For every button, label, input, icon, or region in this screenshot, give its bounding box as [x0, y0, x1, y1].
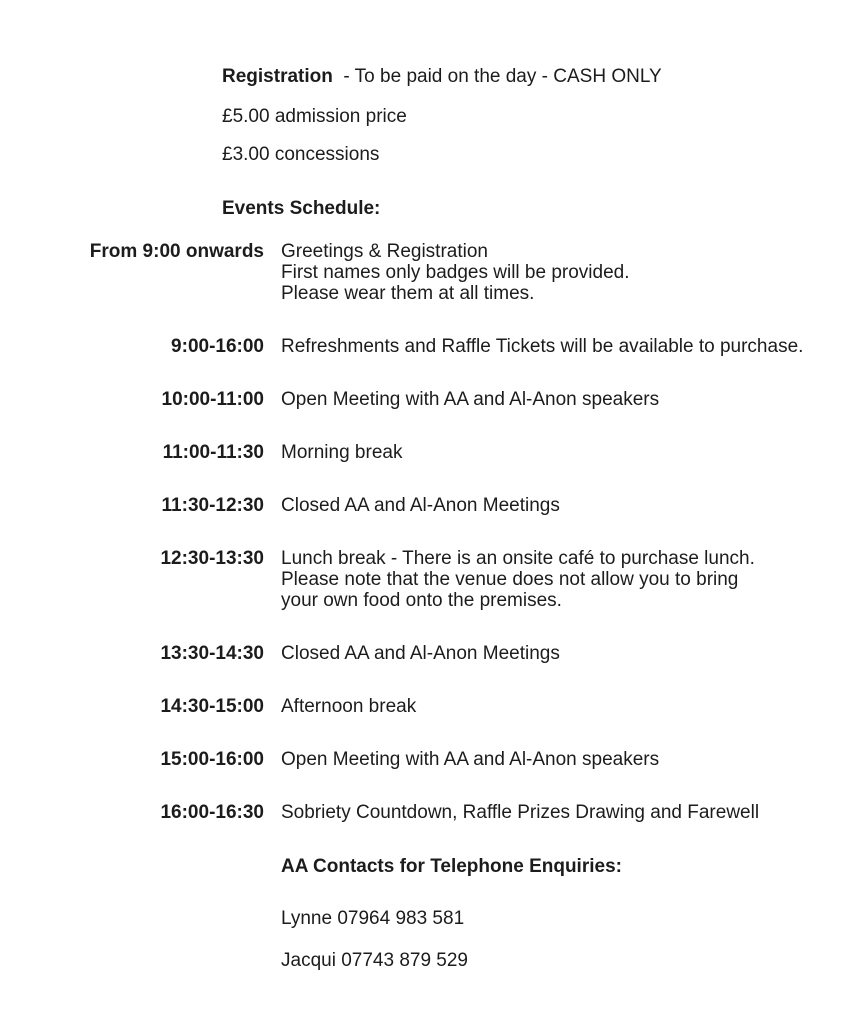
- schedule-time: 10:00-11:00: [161, 389, 264, 410]
- schedule-description: [281, 389, 659, 410]
- schedule-description: [281, 442, 402, 463]
- contact-jacqui: Jacqui 07743 879 529: [281, 950, 468, 971]
- schedule-time: 13:30-14:30: [160, 643, 264, 664]
- contact-lynne: Lynne 07964 983 581: [281, 908, 465, 929]
- schedule-description-line: Please note that the venue does not allow you to bring: [281, 569, 739, 590]
- schedule-description-line: Morning break: [281, 442, 403, 463]
- schedule-time: 12:30-13:30: [160, 548, 264, 569]
- schedule-description: [281, 241, 630, 304]
- contacts-heading: AA Contacts for Telephone Enquiries:: [281, 856, 622, 877]
- schedule-description-line: Closed AA and Al-Anon Meetings: [281, 495, 560, 516]
- registration-heading: Registration: [222, 66, 333, 87]
- schedule-time: 14:30-15:00: [160, 696, 264, 717]
- schedule-description-line: Afternoon break: [281, 696, 417, 717]
- schedule-description-line: Refreshments and Raffle Tickets will be available to purchase.: [281, 336, 804, 357]
- schedule-time: 16:00-16:30: [160, 802, 264, 823]
- schedule-time: 11:00-11:30: [162, 442, 264, 463]
- admission-price: £5.00 admission price: [222, 106, 407, 127]
- schedule-description: [281, 336, 803, 357]
- schedule-time: 15:00-16:00: [160, 749, 264, 770]
- schedule-description: [281, 495, 560, 516]
- schedule-description-line: First names only badges will be provided.: [281, 262, 630, 283]
- schedule-description-line: Sobriety Countdown, Raffle Prizes Drawing and Farewell: [281, 802, 760, 823]
- registration-line: [222, 66, 662, 87]
- schedule-description-line: your own food onto the premises.: [281, 590, 562, 611]
- schedule-description: [281, 696, 416, 717]
- schedule-description-line: Please wear them at all times.: [281, 283, 535, 304]
- concessions-price: £3.00 concessions: [222, 144, 380, 165]
- schedule-description-line: Greetings & Registration: [281, 241, 488, 262]
- schedule-time: 9:00-16:00: [171, 336, 264, 357]
- schedule-description: [281, 802, 759, 823]
- schedule-time: From 9:00 onwards: [89, 241, 264, 262]
- schedule-description: [281, 548, 755, 611]
- schedule-description: [281, 749, 659, 770]
- schedule-heading: Events Schedule:: [222, 198, 381, 219]
- schedule-description-line: Open Meeting with AA and Al-Anon speakers: [281, 749, 660, 770]
- schedule-description: [281, 643, 560, 664]
- schedule-description-line: Open Meeting with AA and Al-Anon speakers: [281, 389, 660, 410]
- schedule-time: 11:30-12:30: [161, 495, 264, 516]
- registration-note: - To be paid on the day - CASH ONLY: [338, 66, 662, 87]
- schedule-description-line: Lunch break - There is an onsite café to purchase lunch.: [281, 548, 755, 569]
- schedule-description-line: Closed AA and Al-Anon Meetings: [281, 643, 560, 664]
